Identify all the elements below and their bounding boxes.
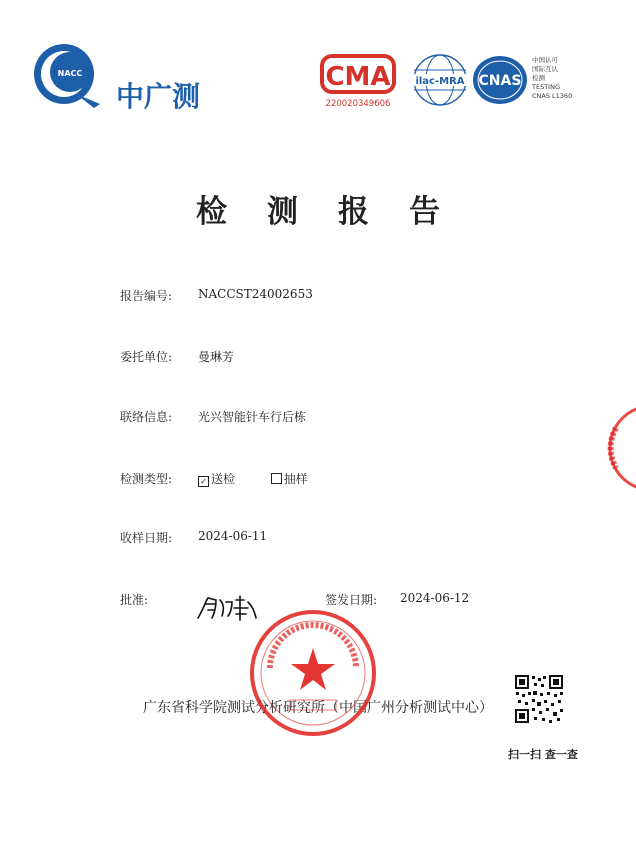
ilac-mra-logo: [410, 52, 470, 108]
svg-text:CMA: CMA: [325, 62, 391, 92]
report-no-value: NACCST24002653: [198, 287, 313, 301]
cnas-logo: [472, 52, 584, 108]
test-type-options: [198, 470, 308, 487]
test-type-label: 检测类型:: [120, 472, 173, 486]
ilac-text: ilac-MRA: [415, 76, 465, 87]
red-seal-stamp: [248, 608, 378, 738]
brand-name: 中广测: [116, 80, 201, 113]
cnas-line: 国际互认: [532, 65, 558, 73]
issue-date-value: 2024-06-12: [400, 591, 470, 605]
cnas-line: 中国认可: [532, 56, 558, 64]
nacc-logo: [30, 38, 220, 118]
nacc-badge-text: NACC: [57, 69, 83, 78]
receipt-date-label: 收样日期:: [120, 531, 173, 545]
scan-hint: 扫一扫 查一查: [508, 748, 578, 761]
contact-value: 光兴智能针车行后栋: [198, 410, 307, 424]
report-no-label: 报告编号:: [120, 289, 173, 303]
cnas-line: TESTING: [532, 83, 560, 91]
issue-date-label: 签发日期:: [325, 593, 378, 607]
organization-name: 广东省科学院测试分析研究所（中国广州分析测试中心）: [143, 700, 493, 716]
edge-seal-stamp: [606, 398, 636, 498]
client-value: 曼琳芳: [198, 350, 235, 364]
option-send-label: 送检: [211, 472, 236, 486]
qr-code[interactable]: [514, 674, 564, 724]
report-title: 检测报告: [196, 194, 480, 230]
contact-label: 联络信息:: [120, 410, 173, 424]
cma-logo: [318, 52, 398, 112]
client-label: 委托单位:: [120, 350, 173, 364]
cnas-label: CNAS: [478, 73, 522, 89]
approval-label: 批准:: [120, 593, 149, 607]
checkbox-unchecked-icon: [271, 473, 282, 484]
option-sample-label: 抽样: [283, 472, 308, 486]
receipt-date-value: 2024-06-11: [198, 529, 268, 543]
cnas-line: CNAS L1360: [532, 92, 573, 100]
cnas-line: 检测: [532, 74, 545, 82]
cma-number: 220020349606: [325, 99, 391, 109]
checkbox-checked-icon: ✓: [198, 476, 209, 487]
